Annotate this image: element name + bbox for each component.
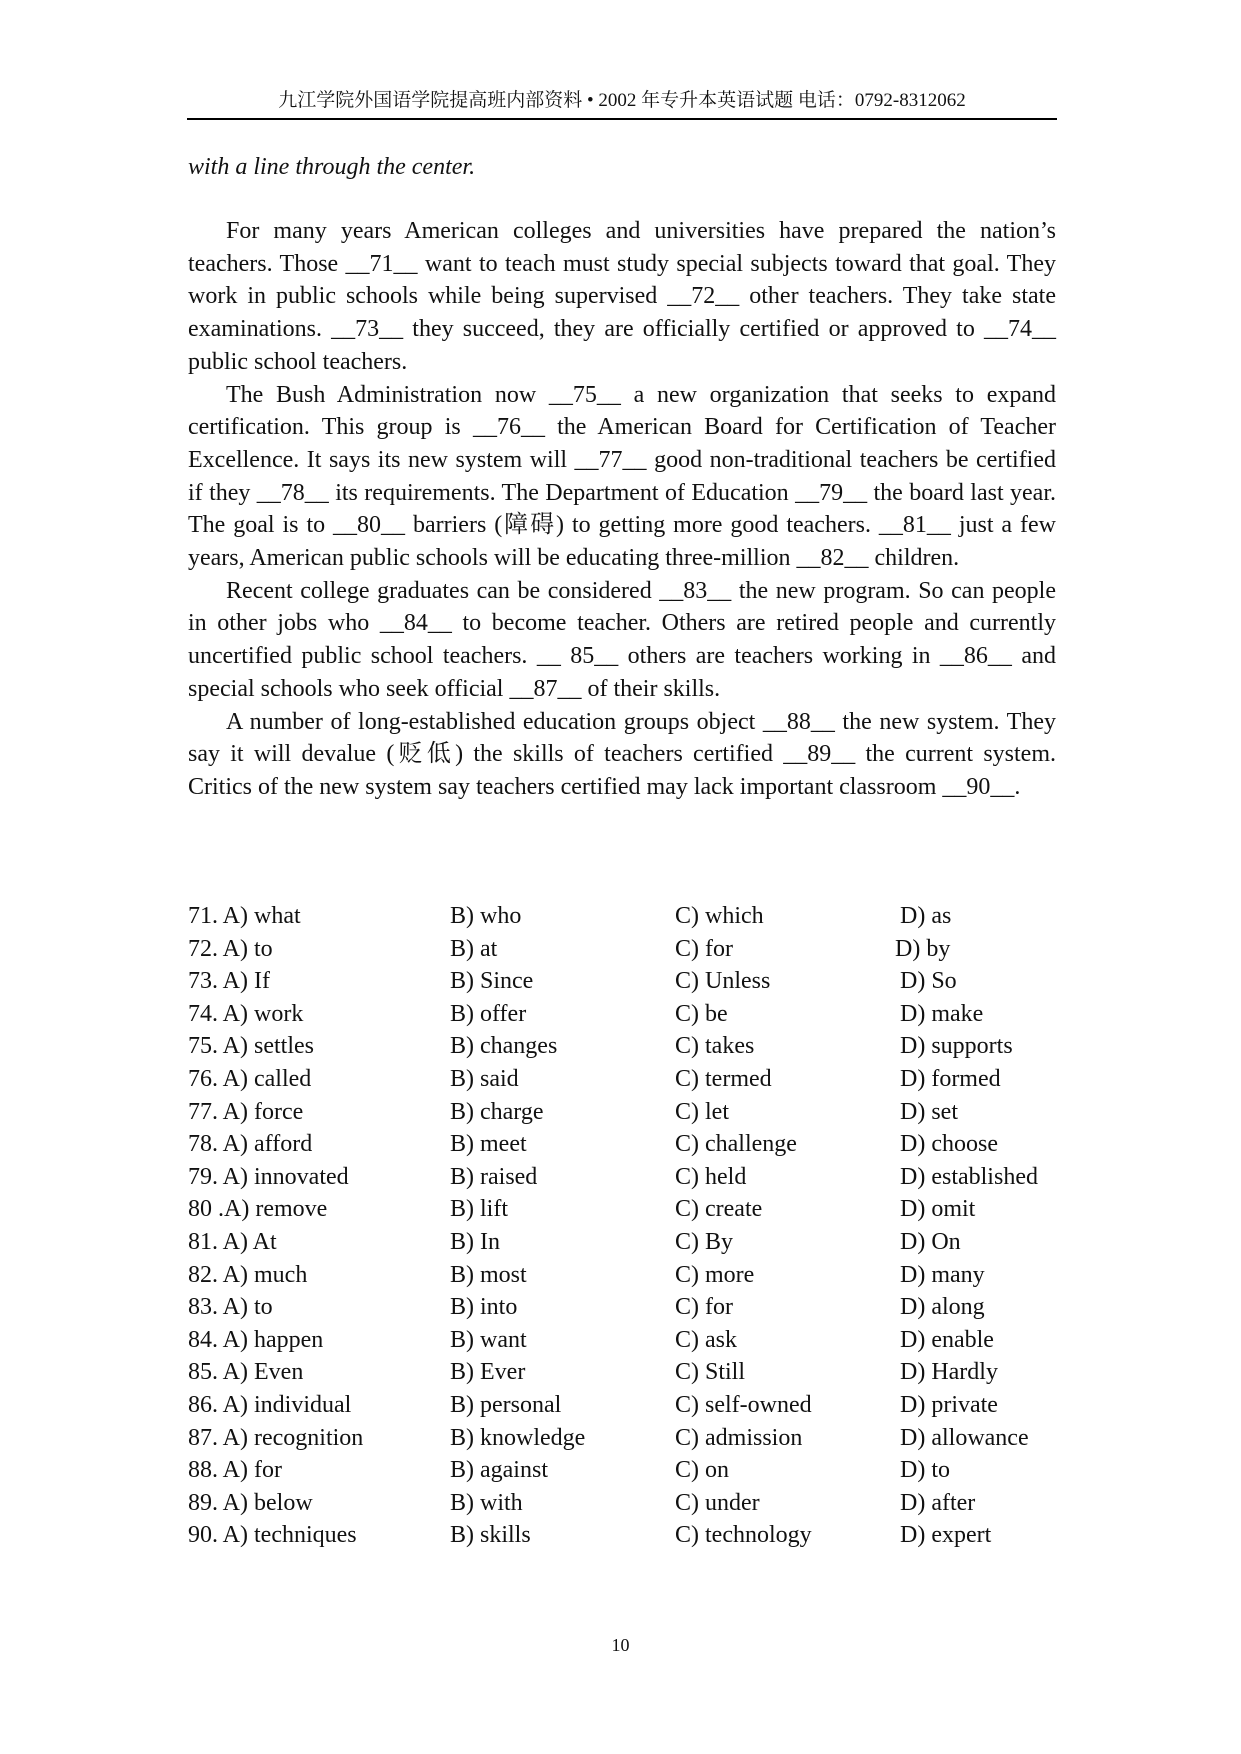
option-d: D) to — [900, 1457, 950, 1484]
question-row-75 — [188, 1030, 1068, 1063]
option-b: B) want — [450, 1326, 527, 1353]
option-b: B) Since — [450, 968, 534, 995]
passage-paragraph-4: A number of long-established education groups object __88__ the new system. They say it will devalue (贬低) the skills of teachers certified __89__ the current system. Critics of the new system say teachers certified may lack important classroom __90__. — [188, 708, 1056, 800]
question-row-88 — [188, 1454, 1068, 1487]
option-c: C) under — [675, 1489, 760, 1516]
option-c: C) Still — [675, 1359, 746, 1386]
option-c: C) challenge — [675, 1131, 797, 1158]
option-c: C) on — [675, 1457, 729, 1484]
question-row-73 — [188, 965, 1068, 998]
question-row-72 — [188, 933, 1068, 966]
question-row-81 — [188, 1226, 1068, 1259]
option-b: B) against — [450, 1457, 548, 1484]
option-c: C) let — [675, 1098, 729, 1125]
option-a: 72. A) to — [188, 935, 273, 962]
question-row-79 — [188, 1161, 1068, 1194]
option-d: D) set — [900, 1098, 958, 1125]
option-d: D) formed — [900, 1065, 1001, 1092]
option-a: 71. A) what — [188, 903, 301, 929]
question-row-85 — [188, 1356, 1068, 1389]
option-b: B) said — [450, 1065, 519, 1092]
question-row-89 — [188, 1487, 1068, 1520]
option-c: C) ask — [675, 1326, 737, 1353]
option-d: D) choose — [900, 1131, 998, 1158]
option-c: C) create — [675, 1196, 763, 1223]
option-b: B) raised — [450, 1163, 538, 1190]
option-d: D) as — [900, 903, 952, 929]
option-d: D) allowance — [900, 1424, 1029, 1451]
question-row-83 — [188, 1291, 1068, 1324]
option-b: B) lift — [450, 1196, 508, 1223]
option-c: C) for — [675, 1294, 733, 1321]
question-row-74 — [188, 998, 1068, 1031]
option-a: 79. A) innovated — [188, 1163, 349, 1190]
question-row-77 — [188, 1096, 1068, 1129]
passage-paragraph-3: Recent college graduates can be considered __83__ the new program. So can people in other jobs who __84__ to become teacher. Others are retired people and currently uncertified public school teachers. __ 85__ others are teachers working in __86__ and special schools who seek official __87__ of their skills. — [188, 577, 1056, 702]
option-b: B) offer — [450, 1000, 527, 1027]
option-b: B) charge — [450, 1098, 544, 1125]
option-d: D) private — [900, 1391, 998, 1418]
option-d: D) enable — [900, 1326, 994, 1353]
option-d: D) Hardly — [900, 1359, 998, 1386]
option-d: D) along — [900, 1294, 985, 1321]
option-c: C) admission — [675, 1424, 803, 1451]
option-a: 87. A) recognition — [188, 1424, 364, 1451]
option-a: 90. A) techniques — [188, 1522, 357, 1549]
option-a: 80 .A) remove — [188, 1196, 328, 1223]
option-c: C) self-owned — [675, 1391, 812, 1418]
option-b: B) who — [450, 903, 522, 929]
option-c: C) Unless — [675, 968, 771, 995]
option-a: 88. A) for — [188, 1457, 282, 1484]
option-c: C) By — [675, 1228, 734, 1255]
option-a: 86. A) individual — [188, 1391, 352, 1418]
option-a: 78. A) afford — [188, 1131, 313, 1158]
answer-options — [188, 900, 1068, 1552]
option-d: D) by — [895, 935, 951, 962]
option-d: D) many — [900, 1261, 985, 1288]
option-b: B) personal — [450, 1391, 562, 1418]
question-row-82 — [188, 1259, 1068, 1292]
option-b: B) at — [450, 935, 498, 962]
passage-paragraph-2: The Bush Administration now __75__ a new organization that seeks to expand certification. This group is __76__ the American Board for Certification of Teacher Excellence. It says its new system will __77__ good non-traditional teachers be certified if they __78__ its requirements. The Department of Education __79__ the board last year. The goal is to __80__ barriers (障碍) to getting more good teachers. __81__ just a few years, American public schools will be educating three-million __82__ children. — [188, 381, 1056, 572]
question-row-84 — [188, 1324, 1068, 1357]
option-a: 76. A) called — [188, 1065, 312, 1092]
option-d: D) expert — [900, 1522, 992, 1549]
option-a: 82. A) much — [188, 1261, 308, 1288]
option-b: B) In — [450, 1228, 500, 1255]
option-c: C) termed — [675, 1065, 772, 1092]
option-b: B) Ever — [450, 1359, 526, 1386]
option-b: B) most — [450, 1261, 527, 1288]
option-b: B) changes — [450, 1033, 558, 1060]
option-b: B) with — [450, 1489, 523, 1516]
option-c: C) be — [675, 1000, 728, 1027]
option-a: 74. A) work — [188, 1000, 304, 1027]
intro-line: with a line through the center. — [188, 154, 476, 180]
option-b: B) skills — [450, 1522, 531, 1549]
option-b: B) into — [450, 1294, 518, 1321]
option-c: C) technology — [675, 1522, 812, 1549]
option-d: D) supports — [900, 1033, 1013, 1060]
option-a: 84. A) happen — [188, 1326, 324, 1353]
option-b: B) knowledge — [450, 1424, 586, 1451]
cloze-passage — [188, 215, 1056, 804]
option-a: 85. A) Even — [188, 1359, 304, 1386]
question-row-76 — [188, 1063, 1068, 1096]
page-header: 九江学院外国语学院提高班内部资料 • 2002 年专升本英语试题 电话：0792-8312062 — [187, 86, 1057, 120]
option-d: D) omit — [900, 1196, 976, 1223]
option-a: 89. A) below — [188, 1489, 313, 1516]
option-a: 73. A) If — [188, 968, 270, 995]
option-c: C) which — [675, 903, 764, 929]
option-c: C) held — [675, 1163, 747, 1190]
option-d: D) So — [900, 968, 957, 995]
option-d: D) after — [900, 1489, 976, 1516]
option-a: 83. A) to — [188, 1294, 273, 1321]
option-d: D) established — [900, 1163, 1038, 1190]
option-c: C) takes — [675, 1033, 755, 1060]
option-c: C) more — [675, 1261, 755, 1288]
question-row-71 — [188, 900, 1068, 933]
passage-paragraph-1: For many years American colleges and universities have prepared the nation’s teachers. Those __71__ want to teach must study special subjects toward that goal. They work in public schools while being supervised __72__ other teachers. They take state examinations. __73__ they succeed, they are officially certified or approved to __74__ public school teachers. — [188, 218, 1056, 375]
option-a: 81. A) At — [188, 1228, 277, 1255]
question-row-86 — [188, 1389, 1068, 1422]
option-b: B) meet — [450, 1131, 527, 1158]
option-a: 77. A) force — [188, 1098, 304, 1125]
question-row-80 — [188, 1193, 1068, 1226]
question-row-87 — [188, 1422, 1068, 1455]
question-row-90 — [188, 1519, 1068, 1552]
option-d: D) On — [900, 1228, 961, 1255]
option-d: D) make — [900, 1000, 984, 1027]
question-row-78 — [188, 1128, 1068, 1161]
option-c: C) for — [675, 935, 733, 962]
option-a: 75. A) settles — [188, 1033, 314, 1060]
page-number: 10 — [611, 1635, 630, 1655]
